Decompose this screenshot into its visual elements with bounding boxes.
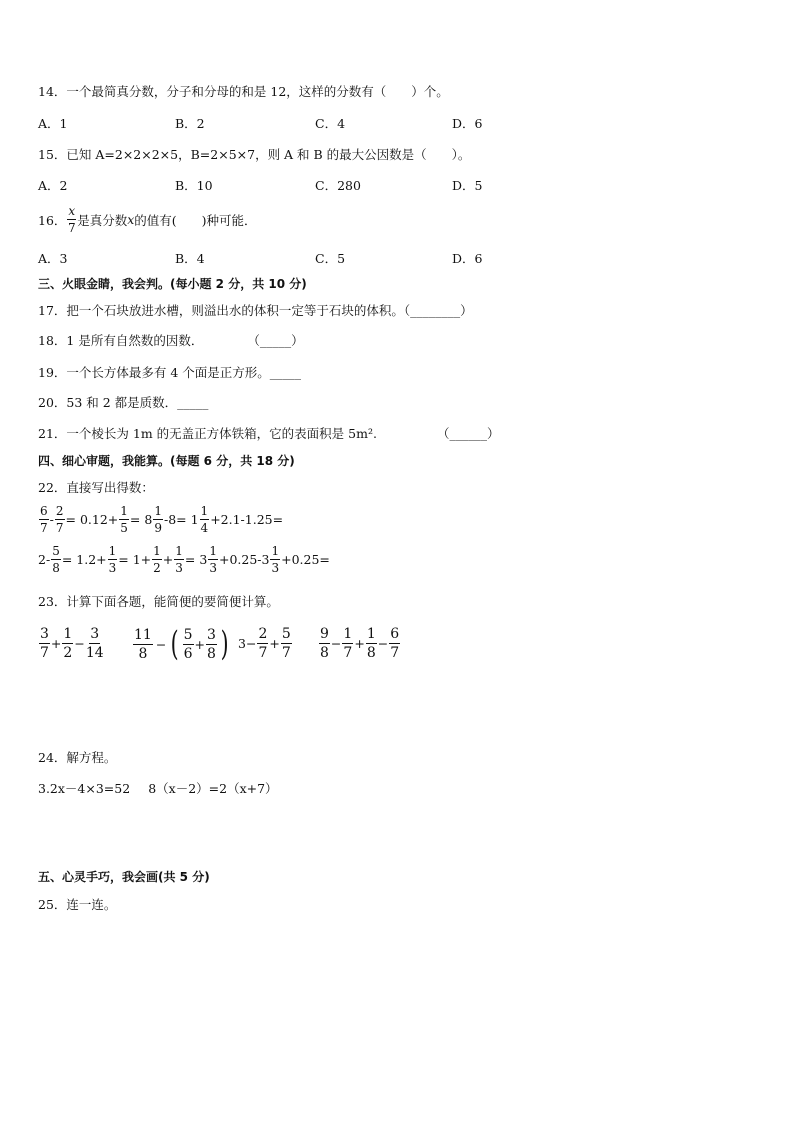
numerator: 1 [63,626,73,642]
denominator: 5 [120,521,128,535]
numerator: 6 [390,626,400,642]
section-5-title: 五、心灵手巧，我会画(共 5 分) [38,870,210,884]
denominator: 7 [343,645,353,661]
denominator: 7 [40,645,49,661]
fraction [270,545,280,574]
expression-text: 3− [238,636,257,651]
denominator: 6 [183,645,193,662]
fraction [119,505,129,534]
fraction [389,627,400,660]
numerator: 3 [90,626,100,642]
denominator: 8 [206,645,216,662]
numerator: 1 [153,544,161,558]
q17-text: 17．把一个石块放进水槽，则溢出水的体积一定等于石块的体积。 [38,303,404,318]
denominator: 9 [154,521,162,535]
expression-text: = 3 [184,552,208,567]
fraction [133,628,153,661]
expression-text: = 1+ [118,552,152,567]
operator: − [74,636,85,651]
numerator: 1 [154,504,162,518]
fraction [366,627,377,660]
expression-text: -8= 1 [163,512,199,527]
question-22: 22．直接写出得数： [38,480,154,495]
numerator: 5 [183,626,193,643]
denominator: 4 [200,521,209,535]
q14-option-b[interactable]: B．2 [175,116,205,131]
numerator: 5 [281,626,291,642]
operator: + [50,636,62,651]
denominator: 8 [52,561,60,575]
left-parenthesis: ( [170,624,179,664]
numerator: 1 [366,626,376,642]
operator: − [377,636,389,651]
question-17 [38,305,473,318]
section-4-title: 四、细心审题，我能算。(每题 6 分，共 18 分) [38,454,295,468]
q15-option-c[interactable]: C．280 [315,178,361,193]
fraction [281,627,292,660]
numerator: 6 [40,504,48,518]
question-18 [38,335,304,348]
numerator: 1 [120,504,128,518]
q24-equations [38,783,278,796]
q16-prefix: 16． [38,212,67,228]
expression-text: +2.1-1.25= [210,512,284,527]
expression-text: +0.25= [281,552,330,567]
operator: − [330,636,342,651]
fraction [39,627,50,660]
fraction [39,505,49,534]
denominator: 3 [108,561,117,575]
denominator: 3 [175,561,183,575]
q16-fraction [67,205,76,234]
question-15: 15．已知 A=2×2×2×5，B=2×5×7，则 A 和 B 的最大公因数是（ ）。 [38,147,471,162]
numerator: 5 [52,544,60,558]
numerator: 1 [271,544,280,558]
q16-mid: 是真分数 [77,212,128,228]
denominator: 14 [85,645,104,661]
fraction [62,627,73,660]
expression-text: 2- [38,552,51,567]
numerator: 1 [175,544,183,558]
q16-fraction-denominator: 7 [67,221,76,235]
q23-expression-4 [318,627,401,660]
numerator: 1 [209,544,217,558]
q22-row-2 [38,545,330,574]
fraction [86,627,104,660]
question-14: 14．一个最简真分数，分子和分母的和是 12，这样的分数有（ ）个。 [38,84,449,99]
q24-equation-1: 3.2x－4×3=52 [38,781,131,796]
q16-fraction-numerator: x [68,204,76,218]
fraction [152,545,162,574]
q16-option-d[interactable]: D．6 [452,251,483,266]
q23-expression-3 [238,627,293,660]
question-24: 24．解方程。 [38,750,117,765]
fraction [206,628,217,661]
fraction [183,628,194,661]
q22-row-1 [38,505,283,534]
question-23: 23．计算下面各题，能简便的要简便计算。 [38,594,279,609]
denominator: 2 [153,561,161,575]
q21-text: 21．一个棱长为 1m 的无盖正方体铁箱，它的表面积是 5m². [38,426,377,441]
expression-text: + [162,552,174,567]
denominator: 3 [271,561,280,575]
q18-text: 18．1 是所有自然数的因数． [38,333,204,348]
fraction [319,627,330,660]
denominator: 7 [281,645,291,661]
question-19: 19．一个长方体最多有 4 个面是正方形。_____ [38,365,302,380]
fraction [153,505,163,534]
q16-option-a[interactable]: A．3 [38,251,68,266]
right-parenthesis: ) [220,624,229,664]
q16-option-c[interactable]: C．5 [315,251,346,266]
q14-option-d[interactable]: D．6 [452,116,483,131]
q17-answer-blank[interactable]: （________） [403,303,473,318]
q16-suffix: 的值有( )种可能． [134,212,257,228]
q18-answer-blank[interactable]: （_____） [247,333,304,348]
q16-option-b[interactable]: B．4 [175,251,205,266]
numerator: 2 [258,626,268,642]
q23-expression-2 [132,624,231,664]
numerator: 1 [200,504,209,518]
operator: + [269,636,280,651]
expression-text: = 8 [129,512,153,527]
fraction [208,545,218,574]
denominator: 7 [390,645,400,661]
q16-variable: x [127,212,135,227]
numerator: 3 [40,626,49,642]
numerator: 3 [206,626,216,643]
q14-option-a[interactable]: A．1 [38,116,68,131]
denominator: 2 [63,645,73,661]
denominator: 8 [320,645,329,661]
q21-answer-blank[interactable]: （______） [436,426,500,441]
operator: - [49,512,54,527]
numerator: 1 [108,544,117,558]
q15-option-d[interactable]: D．5 [452,178,483,193]
fraction [200,505,210,534]
fraction [342,627,353,660]
denominator: 7 [55,521,64,535]
denominator: 7 [258,645,268,661]
operator: + [194,636,205,652]
expression-text: +0.25-3 [218,552,270,567]
denominator: 7 [40,521,48,535]
expression-text: = 1.2+ [61,552,107,567]
fraction [55,505,65,534]
question-21 [38,428,499,441]
numerator: 9 [320,626,329,642]
operator: − [155,636,167,652]
q24-equation-2: 8（x－2）=2（x+7） [148,781,278,796]
q15-option-a[interactable]: A．2 [38,178,68,193]
operator: + [354,636,365,651]
numerator: 1 [343,626,353,642]
numerator: 2 [55,504,64,518]
q14-option-c[interactable]: C．4 [315,116,346,131]
question-25: 25．连一连。 [38,897,117,912]
fraction [257,627,268,660]
section-3-title: 三、火眼金睛，我会判。(每小题 2 分，共 10 分) [38,277,307,291]
fraction [174,545,184,574]
question-16 [38,205,257,234]
denominator: 3 [209,561,217,575]
q15-option-b[interactable]: B．10 [175,178,213,193]
numerator: 11 [134,626,152,643]
expression-text: = 0.12+ [65,512,119,527]
denominator: 8 [366,645,376,661]
fraction [51,545,61,574]
q23-expression-1 [38,627,105,660]
fraction [108,545,118,574]
denominator: 8 [138,645,148,662]
question-20: 20．53 和 2 都是质数．_____ [38,395,209,410]
